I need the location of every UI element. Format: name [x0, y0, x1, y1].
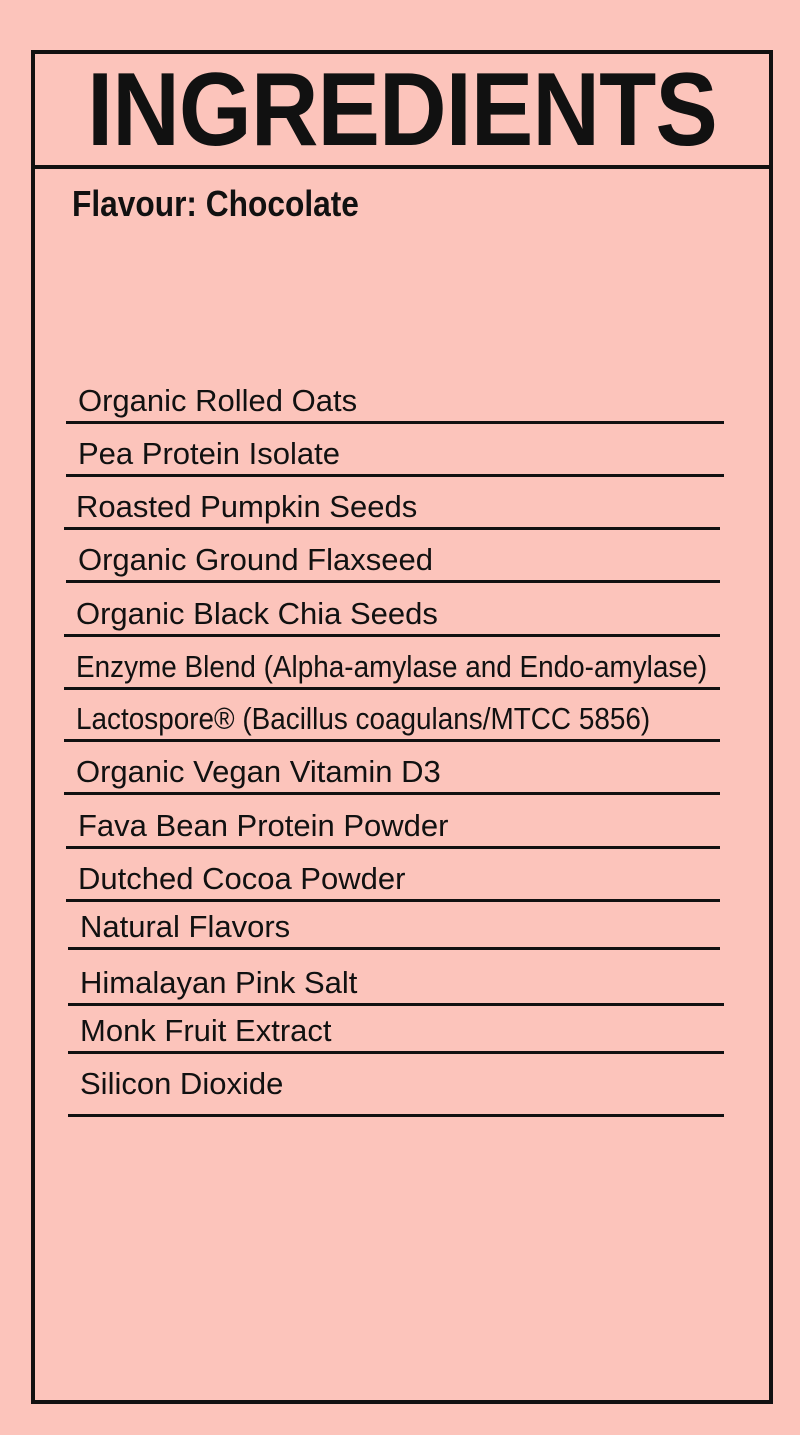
ingredient-item: [66, 436, 724, 477]
ingredient-label: Lactospore® (Bacillus coagulans/MTCC 5856): [76, 701, 651, 736]
ingredient-label: Natural Flavors: [80, 909, 291, 944]
divider-rule: [64, 527, 720, 530]
ingredient-item: [64, 649, 720, 690]
ingredient-label: Monk Fruit Extract: [80, 1013, 332, 1048]
ingredient-item: [68, 1066, 724, 1117]
divider-rule: [68, 1003, 724, 1006]
divider-rule: [68, 1114, 724, 1117]
ingredient-label: Pea Protein Isolate: [78, 436, 340, 471]
ingredient-label: Organic Ground Flaxseed: [78, 542, 433, 577]
ingredient-label: Dutched Cocoa Powder: [78, 861, 406, 896]
ingredient-item: [64, 489, 720, 530]
ingredient-item: [64, 596, 720, 637]
title-bar: [35, 54, 769, 169]
ingredient-item: [66, 542, 720, 583]
divider-rule: [66, 899, 720, 902]
divider-rule: [66, 421, 724, 424]
ingredient-label: Organic Rolled Oats: [78, 383, 358, 418]
ingredient-item: [64, 754, 720, 795]
ingredient-label: Fava Bean Protein Powder: [78, 808, 449, 843]
divider-rule: [68, 947, 720, 950]
ingredient-item: [68, 1013, 724, 1054]
divider-rule: [64, 687, 720, 690]
ingredient-item: [68, 909, 720, 950]
ingredient-label: Roasted Pumpkin Seeds: [76, 489, 418, 524]
ingredient-label: Organic Black Chia Seeds: [76, 596, 438, 631]
divider-rule: [66, 580, 720, 583]
label-title: INGREDIENTS: [87, 54, 717, 168]
divider-rule: [64, 739, 720, 742]
ingredient-item: [66, 808, 720, 849]
ingredient-label: Organic Vegan Vitamin D3: [76, 754, 441, 789]
ingredient-item: [68, 965, 724, 1006]
ingredient-label: Himalayan Pink Salt: [80, 965, 358, 1000]
ingredient-label: Silicon Dioxide: [80, 1066, 284, 1101]
ingredient-item: [66, 383, 724, 424]
ingredient-item: [64, 701, 720, 742]
ingredient-item: [66, 861, 720, 902]
divider-rule: [66, 474, 724, 477]
divider-rule: [68, 1051, 724, 1054]
divider-rule: [66, 846, 720, 849]
divider-rule: [64, 634, 720, 637]
divider-rule: [64, 792, 720, 795]
ingredient-label: Enzyme Blend (Alpha-amylase and Endo-amylase): [76, 649, 708, 684]
flavour-line: Flavour: Chocolate: [72, 183, 359, 224]
